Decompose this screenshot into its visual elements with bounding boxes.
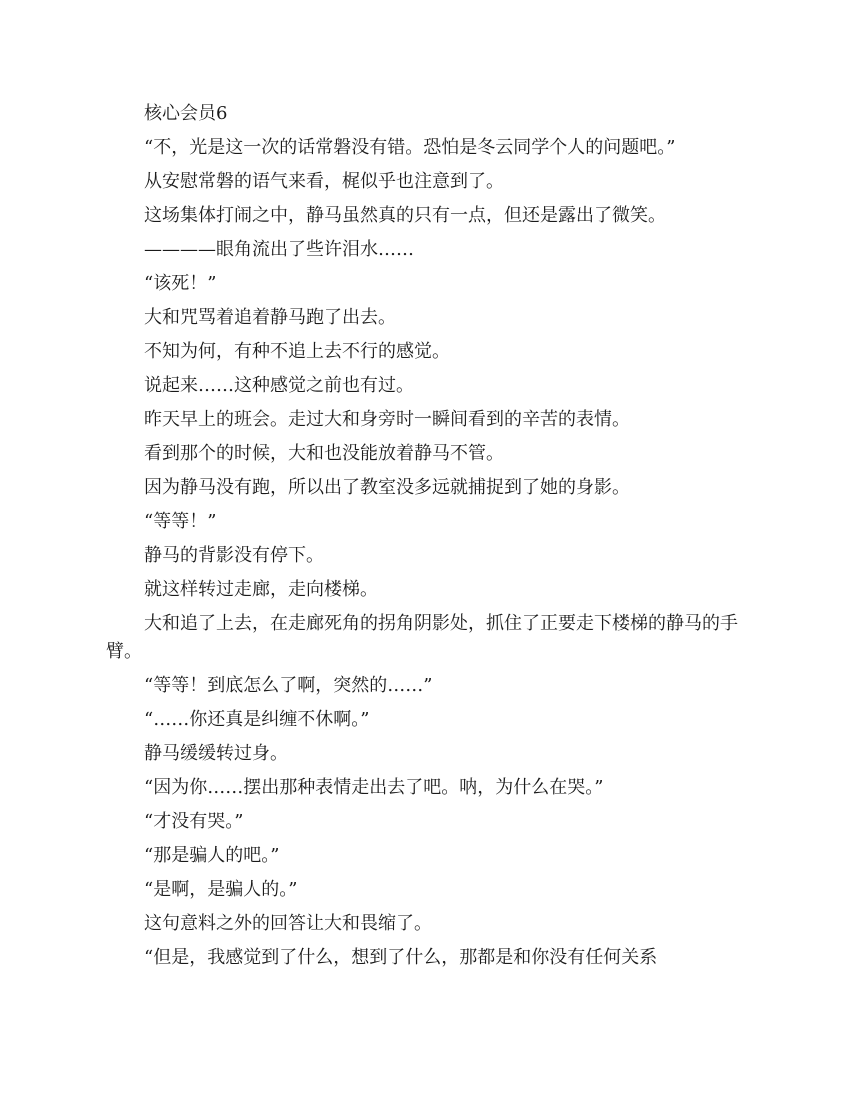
paragraph: “那是骗人的吧。” xyxy=(144,845,280,866)
paragraph: “等等！到底怎么了啊，突然的……” xyxy=(144,675,433,696)
paragraph: 这句意料之外的回答让大和畏缩了。 xyxy=(144,913,432,934)
paragraph: 静马缓缓转过身。 xyxy=(144,743,288,764)
paragraph: 从安慰常磐的语气来看，梶似乎也注意到了。 xyxy=(144,171,504,192)
paragraph: 静马的背影没有停下。 xyxy=(144,545,324,566)
chapter-heading: 核心会员6 xyxy=(144,103,228,124)
paragraph: 这场集体打闹之中，静马虽然真的只有一点，但还是露出了微笑。 xyxy=(144,205,666,226)
paragraph: 说起来……这种感觉之前也有过。 xyxy=(144,375,414,396)
paragraph: “因为你……摆出那种表情走出去了吧。呐，为什么在哭。” xyxy=(144,777,604,798)
paragraph: 昨天早上的班会。走过大和身旁时一瞬间看到的辛苦的表情。 xyxy=(144,409,630,430)
paragraph: 看到那个的时候，大和也没能放着静马不管。 xyxy=(144,443,504,464)
paragraph: 大和咒骂着追着静马跑了出去。 xyxy=(144,307,396,328)
paragraph: ————眼角流出了些许泪水…… xyxy=(144,239,414,260)
paragraph: “才没有哭。” xyxy=(144,811,244,832)
paragraph: “不，光是这一次的话常磐没有错。恐怕是冬云同学个人的问题吧。” xyxy=(144,137,676,158)
paragraph: 不知为何，有种不追上去不行的感觉。 xyxy=(144,341,450,362)
paragraph: 因为静马没有跑，所以出了教室没多远就捕捉到了她的身影。 xyxy=(144,477,630,498)
body-text xyxy=(106,100,751,978)
paragraph: “是啊，是骗人的。” xyxy=(144,879,298,900)
paragraph: “等等！” xyxy=(144,511,217,532)
paragraph: “但是，我感觉到了什么，想到了什么，那都是和你没有任何关系 xyxy=(144,947,658,968)
paragraph: 就这样转过走廊，走向楼梯。 xyxy=(144,579,378,600)
paragraph: “该死！” xyxy=(144,273,217,294)
paragraph: “……你还真是纠缠不休啊。” xyxy=(144,709,370,730)
paragraph: 大和追了上去，在走廊死角的拐角阴影处，抓住了正要走下楼梯的静马的手臂。 xyxy=(106,613,738,662)
